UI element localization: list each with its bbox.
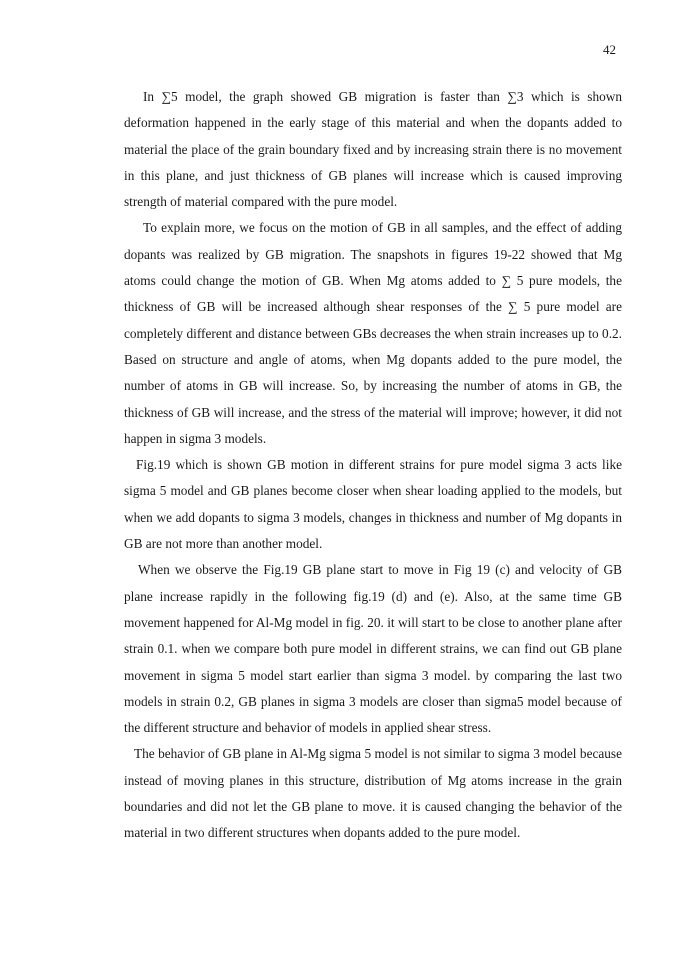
paragraph-gb-plane-movement: When we observe the Fig.19 GB plane start to move in Fig 19 (c) and velocity of GB plane increase rapidly in the following fig.19 (d) and (e). Also, at the same time GB movement happened for Al-Mg model in fig. 20. it will start to be close to another plane after strain 0.1. when we compare both pure model in different strains, we can find out GB plane movement in sigma 5 model start earlier than sigma 3 model. by comparing the last two models in strain 0.2, GB planes in sigma 3 models are closer than sigma5 model because of the different structure and behavior of models in applied shear stress. [124,562,622,736]
page-number: 42 [603,42,616,57]
paragraph-al-mg-behavior: The behavior of GB plane in Al-Mg sigma 5 model is not similar to sigma 3 model because instead of moving planes in this structure, distribution of Mg atoms increase in the grain boundaries and did not let the GB plane to move. it is caused changing the behavior of the material in two different structures when dopants added to the pure model. [124,746,622,841]
paragraph-sigma5-model: In ∑5 model, the graph showed GB migration is faster than ∑3 which is shown deformation happened in the early stage of this material and when the dopants added to material the place of the grain boundary fixed and by increasing strain there is no movement in this plane, and just thickness of GB planes will increase which is caused improving strength of material compared with the pure model. [124,89,622,210]
paragraph-gb-motion: To explain more, we focus on the motion of GB in all samples, and the effect of adding dopants was realized by GB migration. The snapshots in figures 19-22 showed that Mg atoms could change the motion of GB. When Mg atoms added to ∑ 5 pure models, the thickness of GB will be increased although shear responses of the ∑ 5 pure model are completely different and distance between GBs decreases the when strain increases up to 0.2. Based on structure and angle of atoms, when Mg dopants added to the pure model, the number of atoms in GB will increase. So, by increasing the number of atoms in GB, the thickness of GB will increase, and the stress of the material will improve; however, it did not happen in sigma 3 models. [124,220,622,446]
body-text [124,84,622,847]
paragraph-fig19-pure-model: Fig.19 which is shown GB motion in different strains for pure model sigma 3 acts like sigma 5 model and GB planes become closer when shear loading applied to the models, but when we add dopants to sigma 3 models, changes in thickness and number of Mg dopants in GB are not more than another model. [124,457,622,552]
